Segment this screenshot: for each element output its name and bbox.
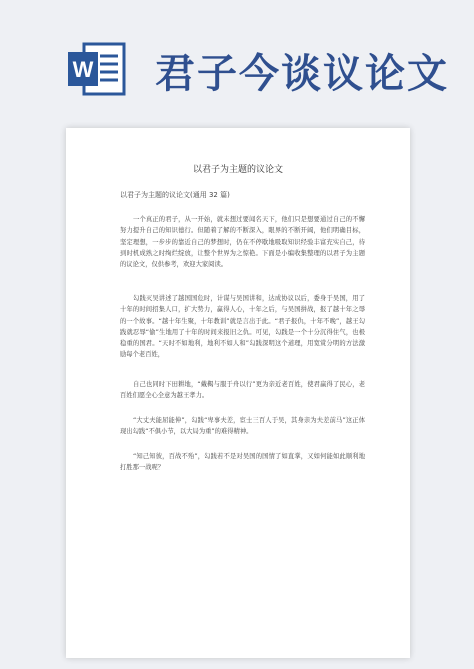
header-banner — [0, 0, 474, 122]
banner-title: 君子今谈议论文 — [155, 50, 449, 97]
word-logo-letter: W — [72, 57, 94, 82]
paragraph-farming: 自己也同时下田耕地，“戴鞨与服于舟以行”更为亲近老百姓，使君赢得了民心，老百姓们愿全心全意为越王孝力。 — [120, 381, 365, 400]
document-subtitle: 以君子为主题的议论文(通用 32 篇) — [120, 191, 230, 199]
document-title: 以君子为主题的议论文 — [192, 165, 283, 175]
document-page — [66, 128, 410, 658]
paragraph-goujian-story: 勾践灭吴讲述了越国国危时，计谋与吴国讲和，达成协议以后，委身于吴国，用了十年的时间招集人口，扩大势力，赢得人心，十年之后，与吴国拼战，报了越十年之辱的一个故事。“越十年生聚，十年教训”就是言出于此。“君子报仇，十年不晚”，越王勾践就忍辱“偷”生地用了十年的时间来报旧之仇。可见，勾践是一个十分沉得住气，也极稳重的国君。“天时不如地利，地利不如人和”勾践深明这个道理，用宽赏分明的方法激励每个老百姓， — [120, 295, 365, 359]
paragraph-intro: 一个真正的君子，从一开始，就未想过要闻名天下，他们只是想要通过自己的不懈努力提升自己的知识德行。但随着了解的不断深入，眼界的不断开阔，他们明确目标，坚定理想，一步步的靠近自己的梦想时，仍在不停歇地吸取知识经验丰富充实自己，待到时机成熟之时绚烂绽放，让整个世界为之惊艳。下面是小编收集整理的以君子为主题的议论文，仅供参考，欢迎大家阅读。 — [120, 216, 365, 269]
paragraph-endurance: “大丈夫能屈能伸”，勾践“卑事夫差，宦士三百人于吴，其身亲为夫差前马”这正体现出勾践“不俱小节，以大局为重”的难得精神。 — [120, 417, 365, 436]
paragraph-know-enemy: “知己知彼，百战不殆”，勾践若不是对吴国的国情了如直掌，又如何能如此顺利地打胜那一战呢？ — [120, 453, 365, 472]
word-document-icon — [66, 38, 128, 100]
